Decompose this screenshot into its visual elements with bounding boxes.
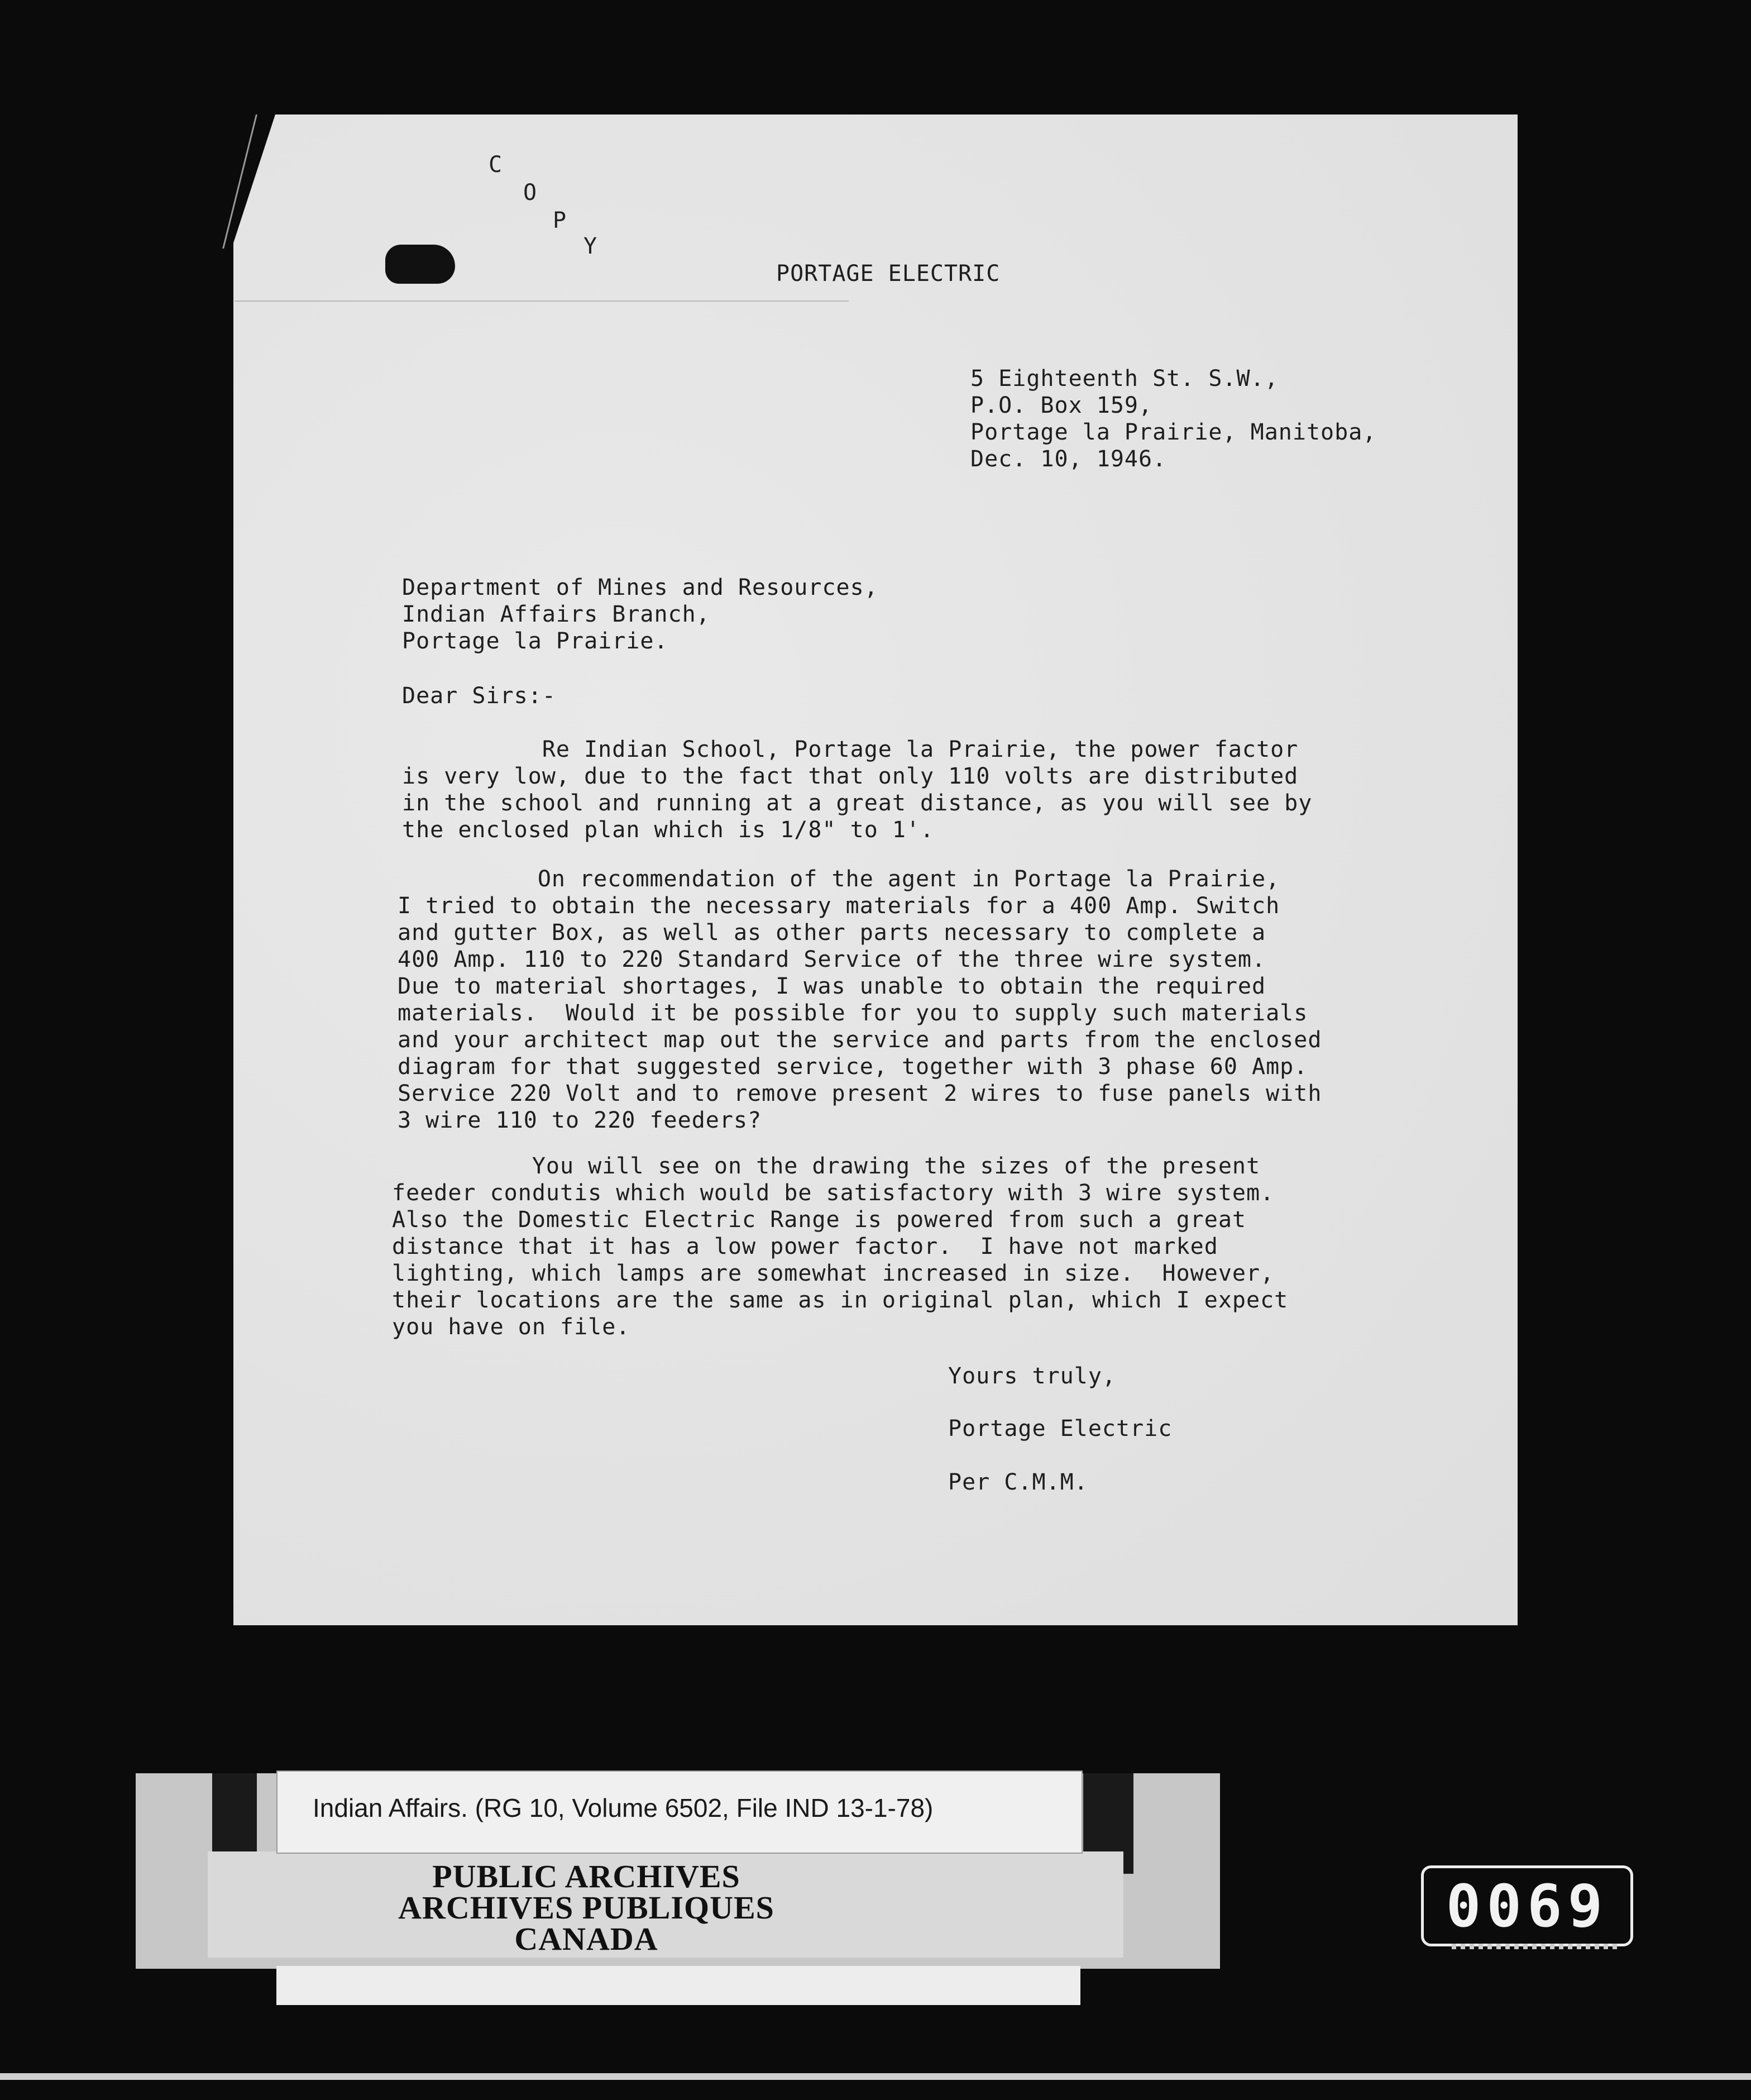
recipient-branch: Indian Affairs Branch,	[402, 602, 710, 627]
fold-line	[235, 300, 849, 302]
copy-letter-c: C	[489, 152, 503, 178]
body-paragraph-1: Re Indian School, Portage la Prairie, the power factor is very low, due to the fact that only 110 volts are distributed in the school and running at a great distance, as you will see by the enclosed plan which is 1/8" to 1'.	[402, 737, 1313, 843]
copy-letter-p: P	[553, 208, 567, 233]
signature-company: Portage Electric	[948, 1416, 1173, 1442]
recipient-department: Department of Mines and Resources,	[402, 575, 878, 600]
archive-line-public: PUBLIC ARCHIVES	[432, 1858, 740, 1894]
closing: Yours truly,	[948, 1363, 1116, 1389]
address-city: Portage la Prairie, Manitoba,	[970, 419, 1377, 445]
archive-line-publiques: ARCHIVES PUBLIQUES	[398, 1889, 774, 1926]
recipient-city: Portage la Prairie.	[402, 628, 668, 654]
counter-dot-row	[1452, 1944, 1619, 1949]
address-street: 5 Eighteenth St. S.W.,	[970, 366, 1279, 392]
archive-label-bottom	[276, 1966, 1080, 2005]
letter-date: Dec. 10, 1946.	[970, 446, 1167, 472]
copy-letter-o: O	[523, 180, 537, 206]
film-edge	[0, 2073, 1751, 2080]
letterhead: PORTAGE ELECTRIC	[776, 261, 1001, 287]
body-paragraph-2: On recommendation of the agent in Portage la Prairie, I tried to obtain the necessary materials for a 400 Amp. Switch and gutter Box, as well as other parts necessary to complete a 400 Amp. 110 to 220 Standard Service of the three wire system. Due to material shortages, I was unable to obtain the required materials. Would it be possible for you to supply such materials and your architect map out the service and parts from the enclosed diagram for that suggested service, together with 3 phase 60 Amp. Service 220 Volt and to remove present 2 wires to fuse panels with 3 wire 110 to 220 feeders?	[398, 866, 1322, 1133]
body-paragraph-3: You will see on the drawing the sizes of the present feeder condutis which would be satisfactory with 3 wire system. Also the Domestic Electric Range is powered from such a great distance that it has a low power factor. I have not marked lighting, which lamps are somewhat increased in size. However, their locations are the same as in original plan, which I expect you have on file.	[392, 1153, 1289, 1340]
address-po-box: P.O. Box 159,	[970, 393, 1153, 418]
punch-hole	[385, 245, 455, 284]
signature-per: Per C.M.M.	[948, 1469, 1088, 1495]
copy-letter-y: Y	[583, 233, 597, 259]
frame-counter	[1421, 1865, 1633, 1946]
salutation: Dear Sirs:-	[402, 683, 556, 709]
frame-number: 0069	[1446, 1872, 1609, 1940]
archive-reference: Indian Affairs. (RG 10, Volume 6502, File IND 13-1-78)	[313, 1793, 934, 1822]
archive-line-canada: CANADA	[514, 1921, 658, 1957]
